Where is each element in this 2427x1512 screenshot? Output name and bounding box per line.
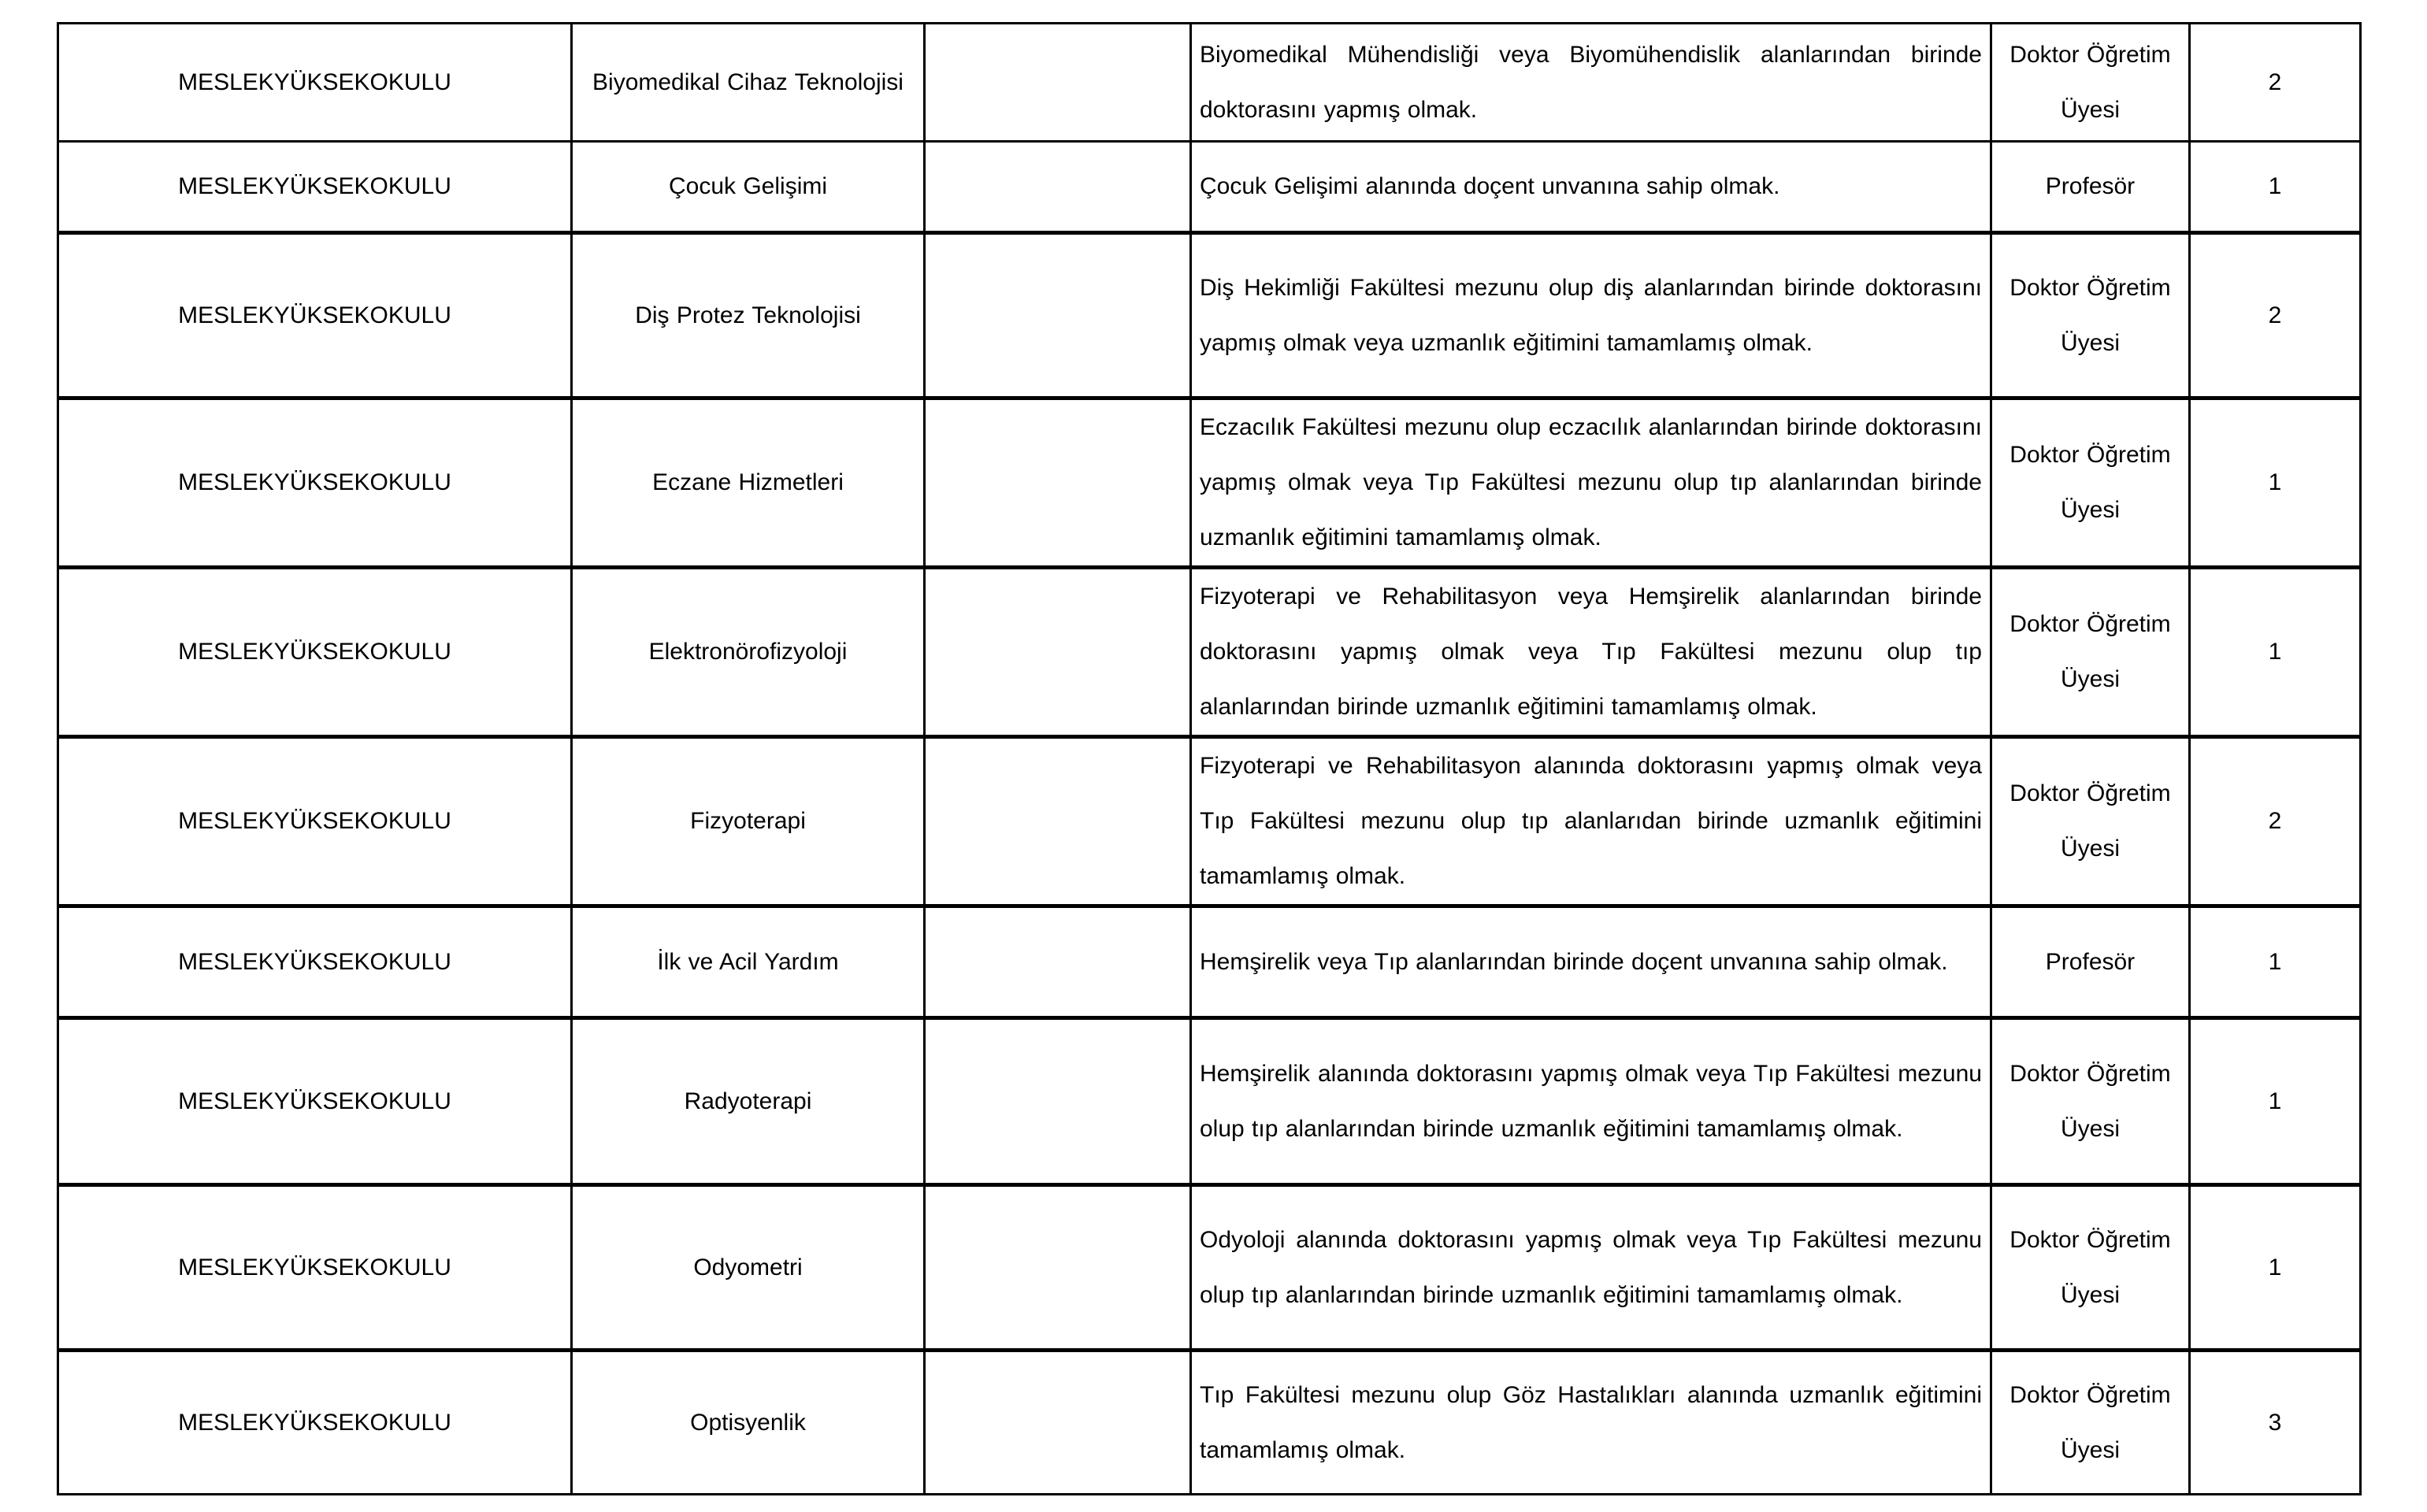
- program-cell: Diş Protez Teknolojisi: [572, 233, 925, 398]
- unit-cell: MESLEKYÜKSEKOKULU: [58, 24, 572, 142]
- academic-title-cell: Doktor Öğretim Üyesi: [1991, 233, 2190, 398]
- count-cell: 2: [2190, 737, 2361, 906]
- table-row: [58, 233, 2361, 398]
- program-cell: Fizyoterapi: [572, 737, 925, 906]
- program-cell: Odyometri: [572, 1185, 925, 1351]
- empty-cell: [925, 1185, 1191, 1351]
- empty-cell: [925, 1018, 1191, 1185]
- count-cell: 1: [2190, 142, 2361, 233]
- academic-title-cell: Doktor Öğretim Üyesi: [1991, 1185, 2190, 1351]
- table-row: [58, 142, 2361, 233]
- empty-cell: [925, 906, 1191, 1018]
- count-cell: 1: [2190, 1018, 2361, 1185]
- empty-cell: [925, 398, 1191, 568]
- academic-title-cell: Doktor Öğretim Üyesi: [1991, 1018, 2190, 1185]
- unit-cell: MESLEKYÜKSEKOKULU: [58, 1018, 572, 1185]
- table-row: [58, 398, 2361, 568]
- academic-title-cell: Profesör: [1991, 142, 2190, 233]
- empty-cell: [925, 142, 1191, 233]
- unit-cell: MESLEKYÜKSEKOKULU: [58, 142, 572, 233]
- program-cell: Elektronörofizyoloji: [572, 568, 925, 737]
- empty-cell: [925, 737, 1191, 906]
- requirement-cell: Eczacılık Fakültesi mezunu olup eczacılık alanlarından birinde doktorasını yapmış olmak veya Tıp Fakültesi mezunu olup tıp alanlarından birinde uzmanlık eğitimini tamamlamış olmak.: [1191, 398, 1991, 568]
- requirement-cell: Odyoloji alanında doktorasını yapmış olmak veya Tıp Fakültesi mezunu olup tıp alanlarından birinde uzmanlık eğitimini tamamlamış olmak.: [1191, 1185, 1991, 1351]
- count-cell: 1: [2190, 568, 2361, 737]
- table-row: [58, 1185, 2361, 1351]
- academic-title-cell: Doktor Öğretim Üyesi: [1991, 398, 2190, 568]
- table-row: [58, 737, 2361, 906]
- empty-cell: [925, 24, 1191, 142]
- academic-title-cell: Doktor Öğretim Üyesi: [1991, 737, 2190, 906]
- program-cell: İlk ve Acil Yardım: [572, 906, 925, 1018]
- unit-cell: MESLEKYÜKSEKOKULU: [58, 398, 572, 568]
- program-cell: Radyoterapi: [572, 1018, 925, 1185]
- program-cell: Optisyenlik: [572, 1351, 925, 1495]
- program-cell: Biyomedikal Cihaz Teknolojisi: [572, 24, 925, 142]
- academic-title-cell: Doktor Öğretim Üyesi: [1991, 24, 2190, 142]
- count-cell: 3: [2190, 1351, 2361, 1495]
- requirement-cell: Diş Hekimliği Fakültesi mezunu olup diş alanlarından birinde doktorasını yapmış olmak veya uzmanlık eğitimini tamamlamış olmak.: [1191, 233, 1991, 398]
- unit-cell: MESLEKYÜKSEKOKULU: [58, 906, 572, 1018]
- academic-title-cell: Profesör: [1991, 906, 2190, 1018]
- table-row: [58, 906, 2361, 1018]
- table-row: [58, 568, 2361, 737]
- unit-cell: MESLEKYÜKSEKOKULU: [58, 1185, 572, 1351]
- requirement-cell: Biyomedikal Mühendisliği veya Biyomühendislik alanlarından birinde doktorasını yapmış olmak.: [1191, 24, 1991, 142]
- requirement-cell: Tıp Fakültesi mezunu olup Göz Hastalıkları alanında uzmanlık eğitimini tamamlamış olmak.: [1191, 1351, 1991, 1495]
- table-row: [58, 24, 2361, 142]
- unit-cell: MESLEKYÜKSEKOKULU: [58, 1351, 572, 1495]
- academic-title-cell: Doktor Öğretim Üyesi: [1991, 1351, 2190, 1495]
- unit-cell: MESLEKYÜKSEKOKULU: [58, 568, 572, 737]
- table-row: [58, 1018, 2361, 1185]
- count-cell: 1: [2190, 1185, 2361, 1351]
- table-row: [58, 1351, 2361, 1495]
- requirement-cell: Hemşirelik veya Tıp alanlarından birinde doçent unvanına sahip olmak.: [1191, 906, 1991, 1018]
- empty-cell: [925, 1351, 1191, 1495]
- program-cell: Çocuk Gelişimi: [572, 142, 925, 233]
- requirement-cell: Fizyoterapi ve Rehabilitasyon veya Hemşirelik alanlarından birinde doktorasını yapmış olmak veya Tıp Fakültesi mezunu olup tıp alanlarından birinde uzmanlık eğitimini tamamlamış olmak.: [1191, 568, 1991, 737]
- unit-cell: MESLEKYÜKSEKOKULU: [58, 233, 572, 398]
- academic-title-cell: Doktor Öğretim Üyesi: [1991, 568, 2190, 737]
- count-cell: 2: [2190, 233, 2361, 398]
- requirement-cell: Fizyoterapi ve Rehabilitasyon alanında doktorasını yapmış olmak veya Tıp Fakültesi mezunu olup tıp alanlarıdan birinde uzmanlık eğitimini tamamlamış olmak.: [1191, 737, 1991, 906]
- program-cell: Eczane Hizmetleri: [572, 398, 925, 568]
- requirement-cell: Hemşirelik alanında doktorasını yapmış olmak veya Tıp Fakültesi mezunu olup tıp alanlarından birinde uzmanlık eğitimini tamamlamış olmak.: [1191, 1018, 1991, 1185]
- empty-cell: [925, 233, 1191, 398]
- unit-cell: MESLEKYÜKSEKOKULU: [58, 737, 572, 906]
- academic-positions-table: [57, 22, 2362, 1495]
- requirement-cell: Çocuk Gelişimi alanında doçent unvanına sahip olmak.: [1191, 142, 1991, 233]
- count-cell: 1: [2190, 906, 2361, 1018]
- count-cell: 1: [2190, 398, 2361, 568]
- count-cell: 2: [2190, 24, 2361, 142]
- empty-cell: [925, 568, 1191, 737]
